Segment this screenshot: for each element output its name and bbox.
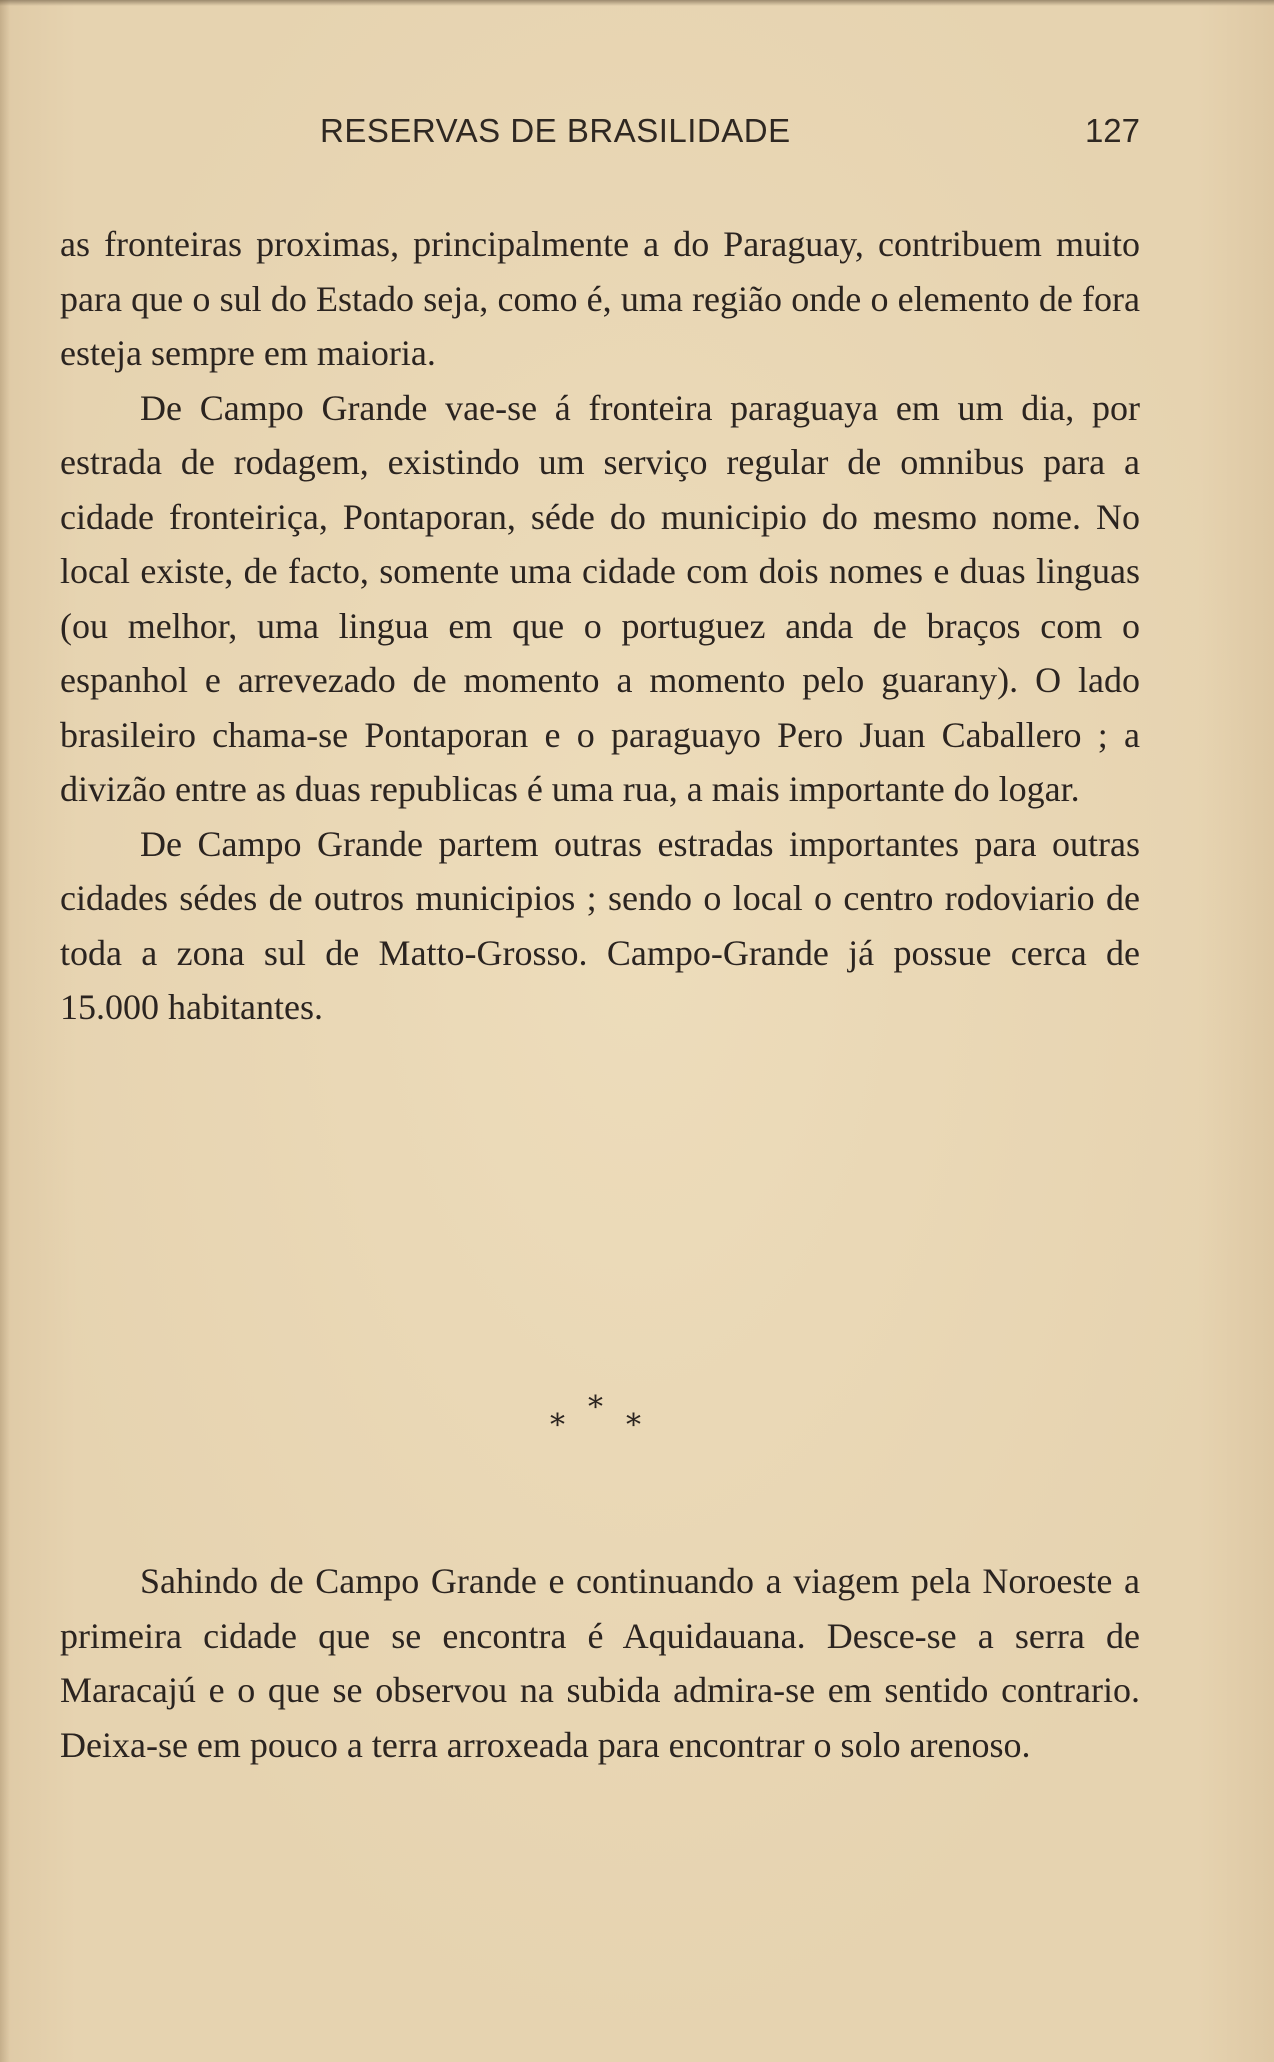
asterisk-right: * <box>626 1408 641 1443</box>
page-gutter-shadow <box>0 0 10 2062</box>
paragraph-aquidauana: Sahindo de Campo Grande e continuando a viagem pela Noroeste a primeira cidade que se encontra é Aquidauana. Desce-se a serra de Maracajú e o que se observou na subida admira-se em sentido contrario. Deixa-se em pouco a terra arroxeada para encontrar o solo arenoso. <box>60 1561 1140 1765</box>
section-two-text <box>60 1554 1140 1772</box>
paragraph-continuation: as fronteiras proximas, principalmente a do Paraguay, contribuem muito para que o sul do Estado seja, como é, uma região onde o elemento de fora esteja sempre em maioria. <box>60 224 1140 373</box>
section-separator-asterisks <box>540 1390 660 1450</box>
paragraph-fronteira: De Campo Grande vae-se á fronteira paraguaya em um dia, por estrada de rodagem, existindo um serviço regular de omnibus para a cidade fronteiriça, Pontaporan, séde do municipio do mesmo nome. No local existe, de facto, somente uma cidade com dois nomes e duas linguas (ou melhor, uma lingua em que o portuguez anda de braços com o espanhol e arrevezado de momento a momento pelo guarany). O lado brasileiro chama-se Pontaporan e o paraguayo Pero Juan Caballero ; a divizão entre as duas republicas é uma rua, a mais importante do logar. <box>60 387 1140 809</box>
running-header <box>60 112 1140 156</box>
page-top-edge <box>0 0 1274 6</box>
asterisk-left: * <box>550 1408 565 1443</box>
asterisk-top: * <box>588 1390 603 1425</box>
body-text <box>60 217 1140 1035</box>
running-title: RESERVAS DE BRASILIDADE <box>320 112 791 149</box>
page-number: 127 <box>1084 112 1140 149</box>
paragraph-estradas: De Campo Grande partem outras estradas importantes para outras cidades sédes de outros municipios ; sendo o local o centro rodoviario de toda a zona sul de Matto-Grosso. Campo-Grande já possue cerca de 15.000 habitantes. <box>60 823 1140 1027</box>
